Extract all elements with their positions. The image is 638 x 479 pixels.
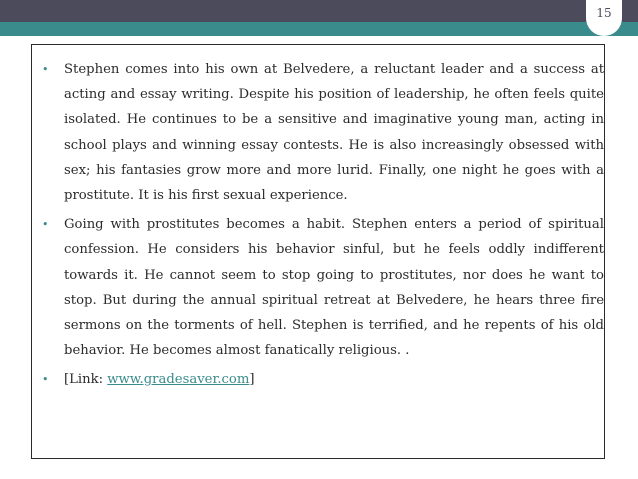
bullet-icon: • — [42, 373, 49, 387]
slide-content — [42, 57, 604, 397]
bullet-icon: • — [42, 218, 49, 232]
bullet-item — [42, 57, 604, 208]
slide-number: 15 — [586, 0, 622, 36]
link-suffix: ] — [249, 372, 255, 388]
slide-header-bar — [0, 0, 638, 22]
bullet-text: Stephen comes into his own at Belvedere, a reluctant leader and a success at acting and essay writing. Despite his position of leadership, he often feels quite isolated. He continues to be a sensitive and imaginative young man, acting in school plays and winning essay contests. He is also increasingly obsessed with sex; his fantasies grow more and more lurid. Finally, one night he goes with a prostitute. It is his first sexual experience. — [64, 62, 604, 204]
bullet-text: Going with prostitutes becomes a habit. Stephen enters a period of spiritual confession. He considers his behavior sinful, but he feels oddly indifferent towards it. He cannot seem to stop going to prostitutes, nor does he want to stop. But during the annual spiritual retreat at Belvedere, he hears three fire sermons on the torments of hell. Stephen is terrified, and he repents of his old behavior. He becomes almost fanatically religious. . — [64, 217, 604, 359]
bullet-item — [42, 212, 604, 363]
link-item — [42, 367, 604, 392]
slide-accent-band — [0, 22, 638, 36]
source-link[interactable]: www.gradesaver.com — [107, 372, 250, 388]
bullet-icon: • — [42, 63, 49, 76]
link-prefix: [Link: — [64, 372, 108, 388]
